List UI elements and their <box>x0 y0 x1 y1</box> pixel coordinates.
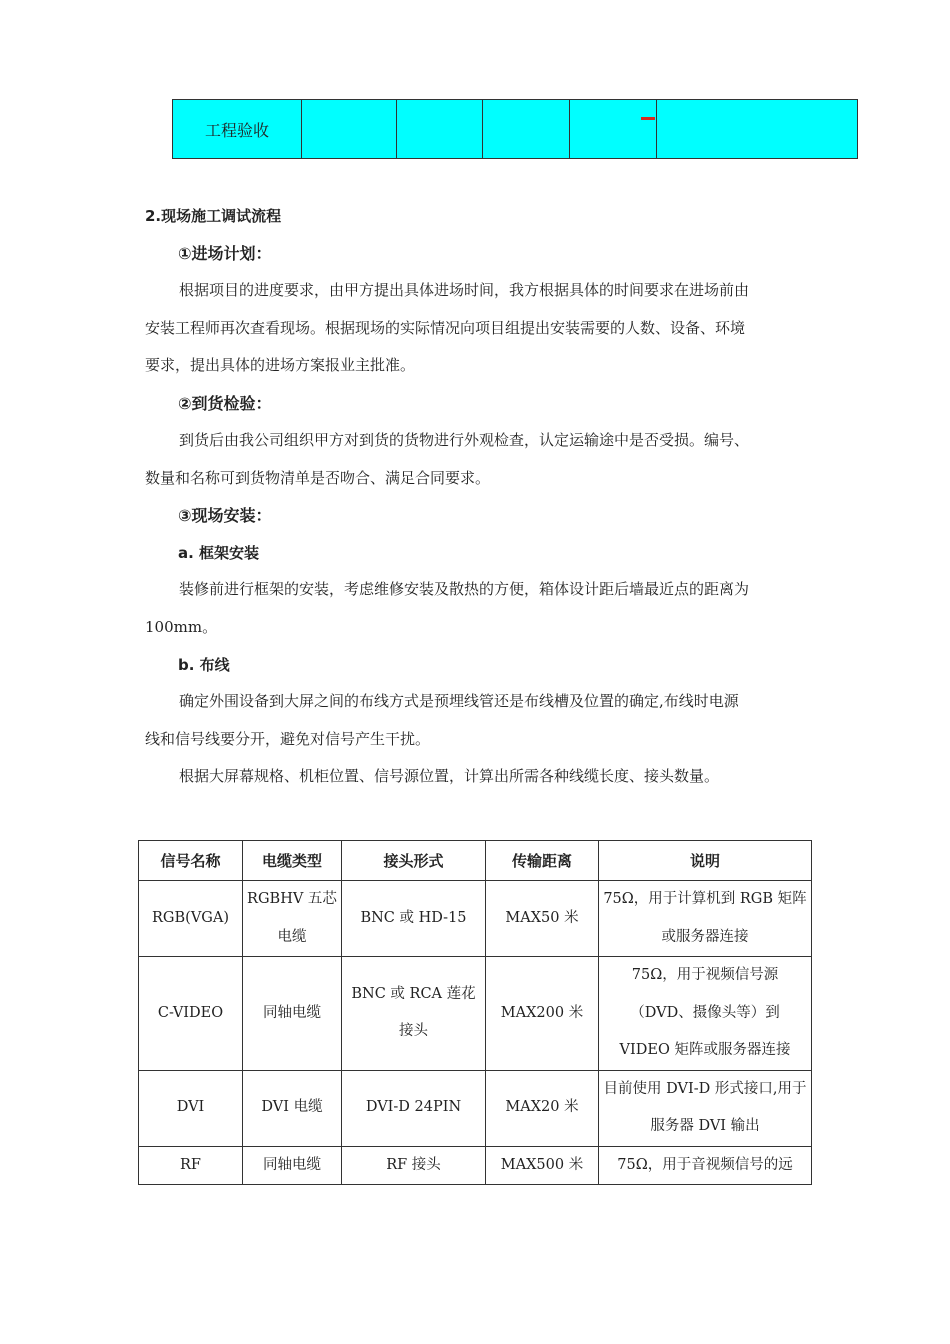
column-header: 说明 <box>599 841 812 881</box>
section-title: 2.现场施工调试流程 <box>145 207 282 225</box>
column-header: 电缆类型 <box>243 841 342 881</box>
step-heading-onsite-install: ③现场安装： <box>178 506 272 525</box>
table-row <box>139 957 812 1071</box>
sub-heading-frame-install: a. 框架安装 <box>178 544 260 562</box>
table-cell: 目前使用 DVI-D 形式接口,用于服务器 DVI 输出 <box>599 1070 812 1146</box>
table-cell: 75Ω，用于计算机到 RGB 矩阵或服务器连接 <box>599 881 812 957</box>
table-cell: BNC 或 RCA 莲花接头 <box>342 957 486 1071</box>
text-line: 根据大屏幕规格、机柜位置、信号源位置，计算出所需各种线缆长度、接头数量。 <box>179 767 720 785</box>
text-line: 确定外围设备到大屏之间的布线方式是预埋线管还是布线槽及位置的确定,布线时电源 <box>179 692 739 710</box>
table-cell: DVI 电缆 <box>243 1070 342 1146</box>
text-line: 到货后由我公司组织甲方对到货的货物进行外观检查，认定运输途中是否受损。编号、 <box>179 431 750 449</box>
sub-heading-wiring: b. 布线 <box>178 656 230 674</box>
table-cell: 同轴电缆 <box>243 1146 342 1185</box>
table-cell: BNC 或 HD-15 <box>342 881 486 957</box>
table-row <box>139 1070 812 1146</box>
schedule-cell <box>657 100 858 159</box>
table-cell: MAX200 米 <box>486 957 599 1071</box>
paragraph-entry-plan <box>145 272 815 385</box>
table-cell: MAX500 米 <box>486 1146 599 1185</box>
step-heading-entry-plan: ①进场计划： <box>178 244 272 263</box>
step-heading-arrival-inspection: ②到货检验： <box>178 394 272 413</box>
column-header: 信号名称 <box>139 841 243 881</box>
column-header: 接头形式 <box>342 841 486 881</box>
text-line: 数量和名称可到货物清单是否吻合、满足合同要求。 <box>145 468 491 487</box>
table-header-row <box>139 841 812 881</box>
table-cell: DVI-D 24PIN <box>342 1070 486 1146</box>
table-cell: RGB(VGA) <box>139 881 243 957</box>
column-header: 传输距离 <box>486 841 599 881</box>
paragraph-wiring <box>145 683 815 796</box>
text-line: 根据项目的进度要求，由甲方提出具体进场时间，我方根据具体的时间要求在进场前由 <box>179 281 750 299</box>
schedule-cell-label: 工程验收 <box>173 100 302 159</box>
table-cell: C-VIDEO <box>139 957 243 1071</box>
schedule-cell <box>570 100 657 159</box>
text-line: 安装工程师再次查看现场。根据现场的实际情况向项目组提出安装需要的人数、设备、环境 <box>145 318 746 337</box>
table-cell: 75Ω，用于音视频信号的远 <box>599 1146 812 1185</box>
table-cell: 75Ω，用于视频信号源（DVD、摄像头等）到 VIDEO 矩阵或服务器连接 <box>599 957 812 1071</box>
table-row <box>139 881 812 957</box>
table-cell: MAX20 米 <box>486 1070 599 1146</box>
text-line: 装修前进行框架的安装，考虑维修安装及散热的方便，箱体设计距后墙最近点的距离为 <box>179 580 750 598</box>
schedule-table-row <box>172 99 858 159</box>
table-cell: RF 接头 <box>342 1146 486 1185</box>
paragraph-arrival-inspection <box>145 422 815 497</box>
table-row <box>139 1146 812 1185</box>
schedule-cell <box>397 100 483 159</box>
schedule-progress-mark <box>641 117 655 120</box>
schedule-cell <box>483 100 570 159</box>
text-line: 要求，提出具体的进场方案报业主批准。 <box>145 356 416 374</box>
table-cell: MAX50 米 <box>486 881 599 957</box>
text-line: 100mm。 <box>145 617 218 636</box>
signal-cable-table <box>138 840 812 1185</box>
text-line: 线和信号线要分开，避免对信号产生干扰。 <box>145 729 431 748</box>
table-cell: RGBHV 五芯电缆 <box>243 881 342 957</box>
table-cell: 同轴电缆 <box>243 957 342 1071</box>
table-cell: RF <box>139 1146 243 1185</box>
table-cell: DVI <box>139 1070 243 1146</box>
schedule-cell <box>302 100 397 159</box>
paragraph-frame-install <box>145 571 815 646</box>
